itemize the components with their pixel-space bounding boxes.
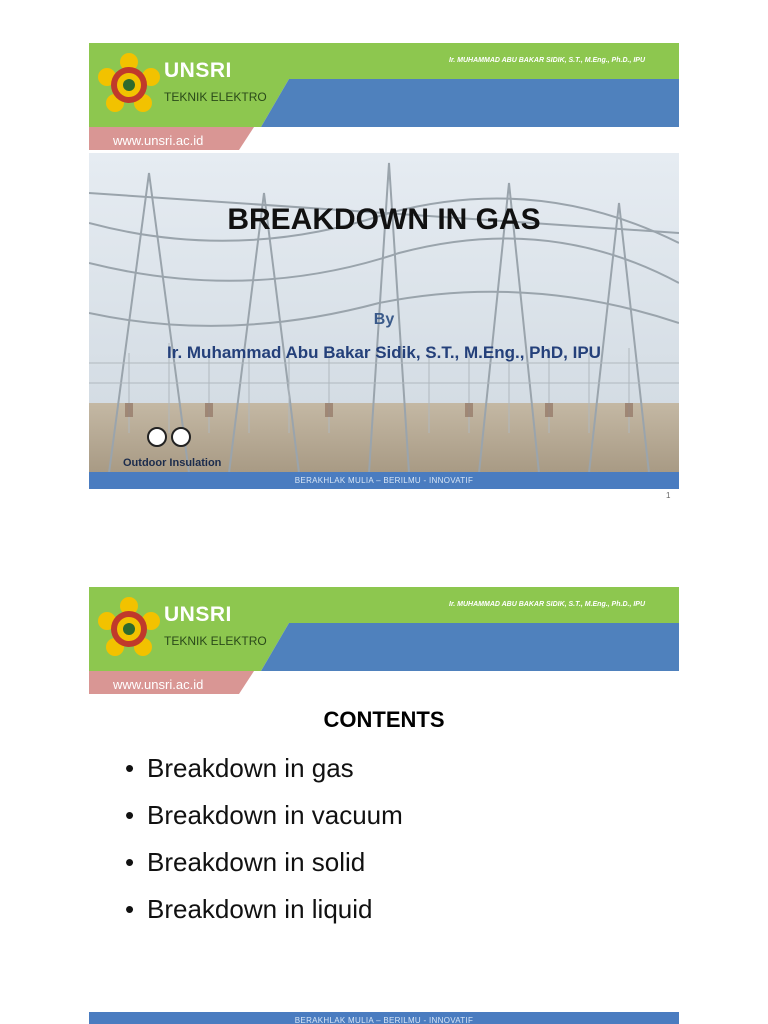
slide-header (89, 587, 679, 692)
header-author: Ir. MUHAMMAD ABU BAKAR SIDIK, S.T., M.Eng., Ph.D., IPU (449, 601, 645, 608)
department-name: TEKNIK ELEKTRO (164, 90, 267, 104)
website-link[interactable]: www.unsri.ac.id (113, 677, 204, 692)
unsri-logo (97, 53, 161, 117)
list-item: • Breakdown in liquid (125, 894, 373, 924)
slide-footer: BERAKHLAK MULIA – BERILMU - INNOVATIF (89, 1012, 679, 1024)
contents-title: CONTENTS (323, 707, 445, 732)
website-link[interactable]: www.unsri.ac.id (113, 133, 204, 148)
list-item: • Breakdown in solid (125, 847, 366, 877)
by-label: By (373, 311, 395, 328)
slide-footer: BERAKHLAK MULIA – BERILMU - INNOVATIF (89, 472, 679, 489)
slide-header (89, 43, 679, 148)
photo-caption: Outdoor Insulation (123, 457, 222, 469)
department-name: TEKNIK ELEKTRO (164, 634, 267, 648)
slide-title: BREAKDOWN IN GAS (227, 203, 541, 236)
slide-2 (89, 587, 679, 1024)
slide-1 (89, 43, 679, 489)
brand-name: UNSRI (164, 59, 232, 82)
list-item: • Breakdown in vacuum (125, 800, 403, 830)
contents-list (125, 745, 403, 933)
list-item: • Breakdown in gas (125, 753, 354, 783)
author-name: Ir. Muhammad Abu Bakar Sidik, S.T., M.Eng., PhD, IPU (167, 343, 601, 362)
header-author: Ir. MUHAMMAD ABU BAKAR SIDIK, S.T., M.Eng., Ph.D., IPU (449, 57, 645, 64)
page-number: 1 (666, 491, 671, 500)
unsri-logo (97, 597, 161, 661)
brand-name: UNSRI (164, 603, 232, 626)
